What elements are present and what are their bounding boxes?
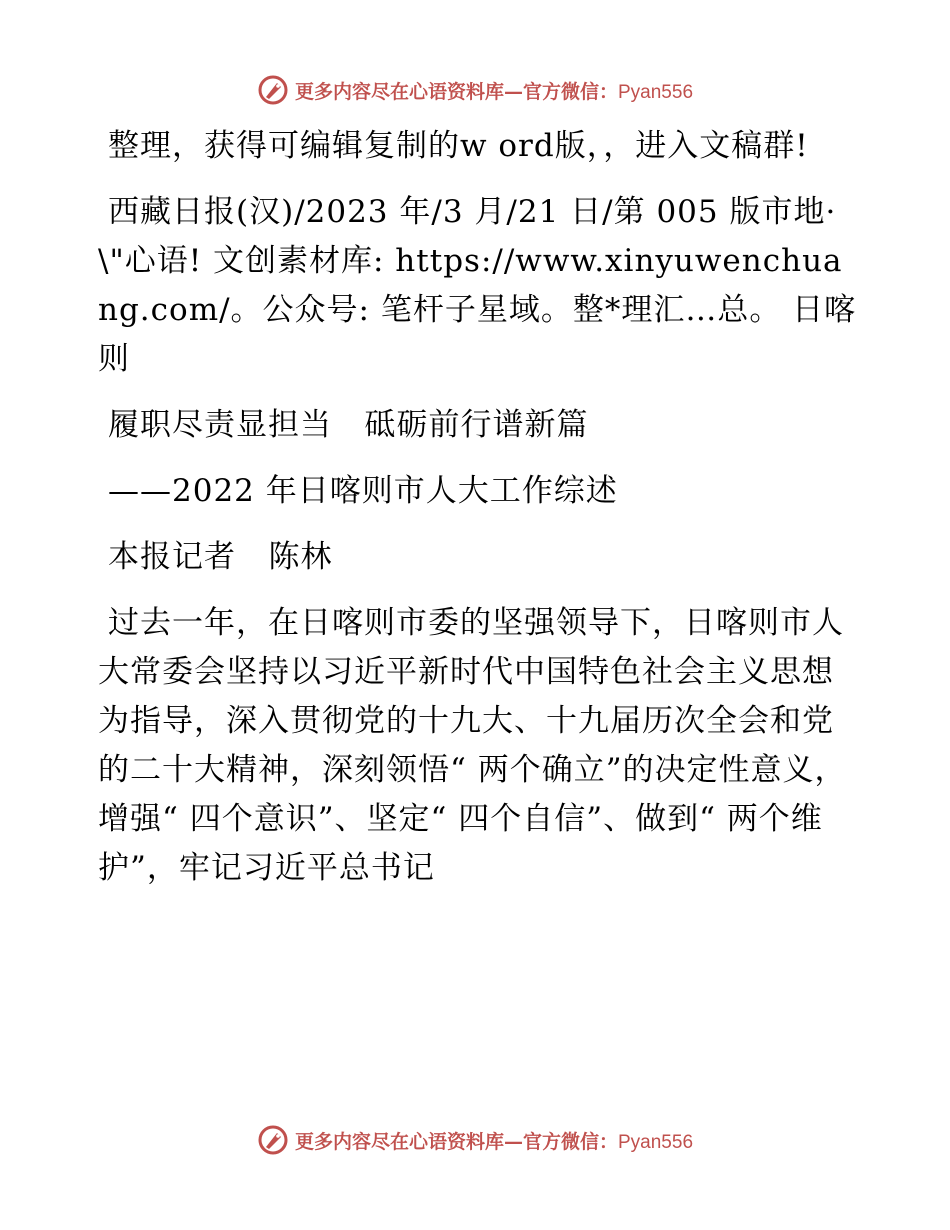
header-watermark <box>0 70 950 110</box>
paragraph-intro: 整理，获得可编辑复制的w ord版，，进入文稿群! <box>108 128 809 164</box>
watermark-text: 更多内容尽在心语资料库—官方微信：Pyan556 <box>294 80 694 103</box>
article-subtitle: ——2022 年日喀则市人大工作综述 <box>108 473 618 509</box>
document-body <box>98 122 858 910</box>
watermark-text: 更多内容尽在心语资料库—官方微信：Pyan556 <box>294 1130 694 1153</box>
pen-nib-circle-icon <box>257 74 289 106</box>
article-title: 履职尽责显担当 砥砺前行谱新篇 <box>108 407 589 443</box>
paragraph-source: 西藏日报(汉)/2023 年/3 月/21 日/第 005 版市地·\"心语! 文创素材库: https://www.xinyuwenchuang.com/。公众号: 笔杆子星域。整*理汇…总。 日喀则 <box>98 194 857 377</box>
article-paragraph: 过去一年，在日喀则市委的坚强领导下，日喀则市人大常委会坚持以习近平新时代中国特色社会主义思想为指导，深入贯彻党的十九大、十九届历次全会和党的二十大精神，深刻领悟“ 两个确立”的决定性意义，增强“ 四个意识”、坚定“ 四个自信”、做到“ 两个维护”，牢记习近平总书记 <box>98 605 847 886</box>
pen-nib-circle-icon <box>257 1124 289 1156</box>
article-byline: 本报记者 陈林 <box>108 539 333 575</box>
footer-watermark <box>0 1120 950 1160</box>
